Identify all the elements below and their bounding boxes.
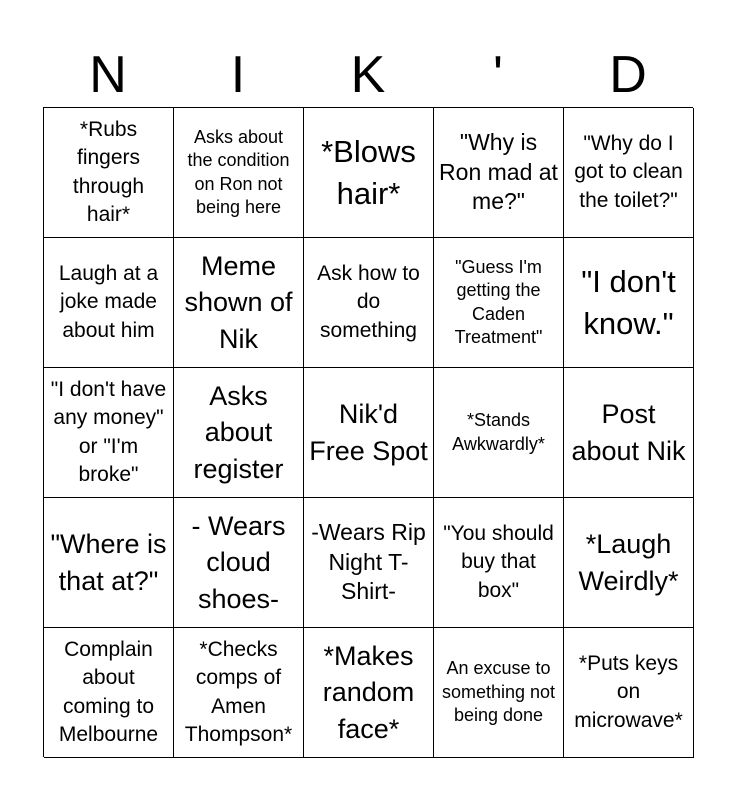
header-letter-3: K (350, 46, 386, 104)
cell-text: *Stands Awkwardly* (452, 410, 545, 454)
bingo-cell[interactable] (434, 108, 564, 238)
cell-text: "Why do I got to clean the toilet?" (574, 131, 683, 212)
header-letter-1: N (89, 46, 127, 104)
bingo-cell[interactable] (44, 628, 174, 758)
bingo-cell[interactable] (564, 108, 694, 238)
bingo-cell[interactable] (304, 628, 434, 758)
cell-text: *Laugh Weirdly* (578, 529, 679, 596)
cell-text: -Wears Rip Night T-Shirt- (311, 518, 426, 605)
cell-text: *Puts keys on microwave* (574, 651, 683, 732)
bingo-cell[interactable] (174, 628, 304, 758)
cell-text: Post about Nik (571, 399, 686, 466)
cell-text: *Rubs fingers through hair* (72, 117, 145, 226)
bingo-board (43, 107, 693, 757)
cell-text: Complain about coming to Melbourne (58, 637, 159, 746)
cell-text: *Checks comps of Amen Thompson* (184, 637, 293, 746)
cell-text: "You should buy that box" (443, 521, 554, 602)
cell-text: Laugh at a joke made about him (58, 261, 159, 342)
cell-text: Nik'd Free Spot (309, 399, 428, 466)
bingo-cell[interactable] (434, 628, 564, 758)
cell-text: "Why is Ron mad at me?" (439, 128, 558, 215)
bingo-cell[interactable] (44, 498, 174, 628)
bingo-header (43, 44, 693, 106)
cell-text: "I don't know." (581, 263, 676, 341)
bingo-cell[interactable] (174, 238, 304, 368)
header-letter-5: D (609, 46, 647, 104)
bingo-cell[interactable] (564, 498, 694, 628)
bingo-cell[interactable] (174, 368, 304, 498)
bingo-cell[interactable] (434, 498, 564, 628)
cell-text: "I don't have any money" or "I'm broke" (50, 377, 167, 486)
bingo-free-space[interactable] (304, 368, 434, 498)
bingo-cell[interactable] (434, 238, 564, 368)
cell-text: Asks about register (193, 380, 284, 484)
bingo-cell[interactable] (44, 238, 174, 368)
bingo-cell[interactable] (44, 368, 174, 498)
header-letter-4: ' (493, 46, 503, 104)
bingo-cell[interactable] (174, 498, 304, 628)
header-letter-2: I (230, 46, 246, 104)
cell-text: Meme shown of Nik (184, 250, 293, 354)
cell-text: "Where is that at?" (50, 529, 167, 596)
bingo-cell[interactable] (44, 108, 174, 238)
cell-text: Ask how to do something (317, 261, 420, 342)
cell-text: *Blows hair* (321, 133, 416, 211)
cell-text: *Makes random face* (322, 640, 415, 744)
cell-text: Asks about the condition on Ron not being here (187, 126, 290, 217)
cell-text: An excuse to something not being done (441, 658, 556, 726)
bingo-cell[interactable] (564, 238, 694, 368)
bingo-cell[interactable] (564, 368, 694, 498)
bingo-cell[interactable] (304, 498, 434, 628)
cell-text: - Wears cloud shoes- (191, 510, 286, 614)
bingo-cell[interactable] (304, 108, 434, 238)
bingo-cell[interactable] (564, 628, 694, 758)
bingo-cell[interactable] (304, 238, 434, 368)
cell-text: "Guess I'm getting the Caden Treatment" (454, 256, 543, 347)
bingo-cell[interactable] (174, 108, 304, 238)
bingo-cell[interactable] (434, 368, 564, 498)
